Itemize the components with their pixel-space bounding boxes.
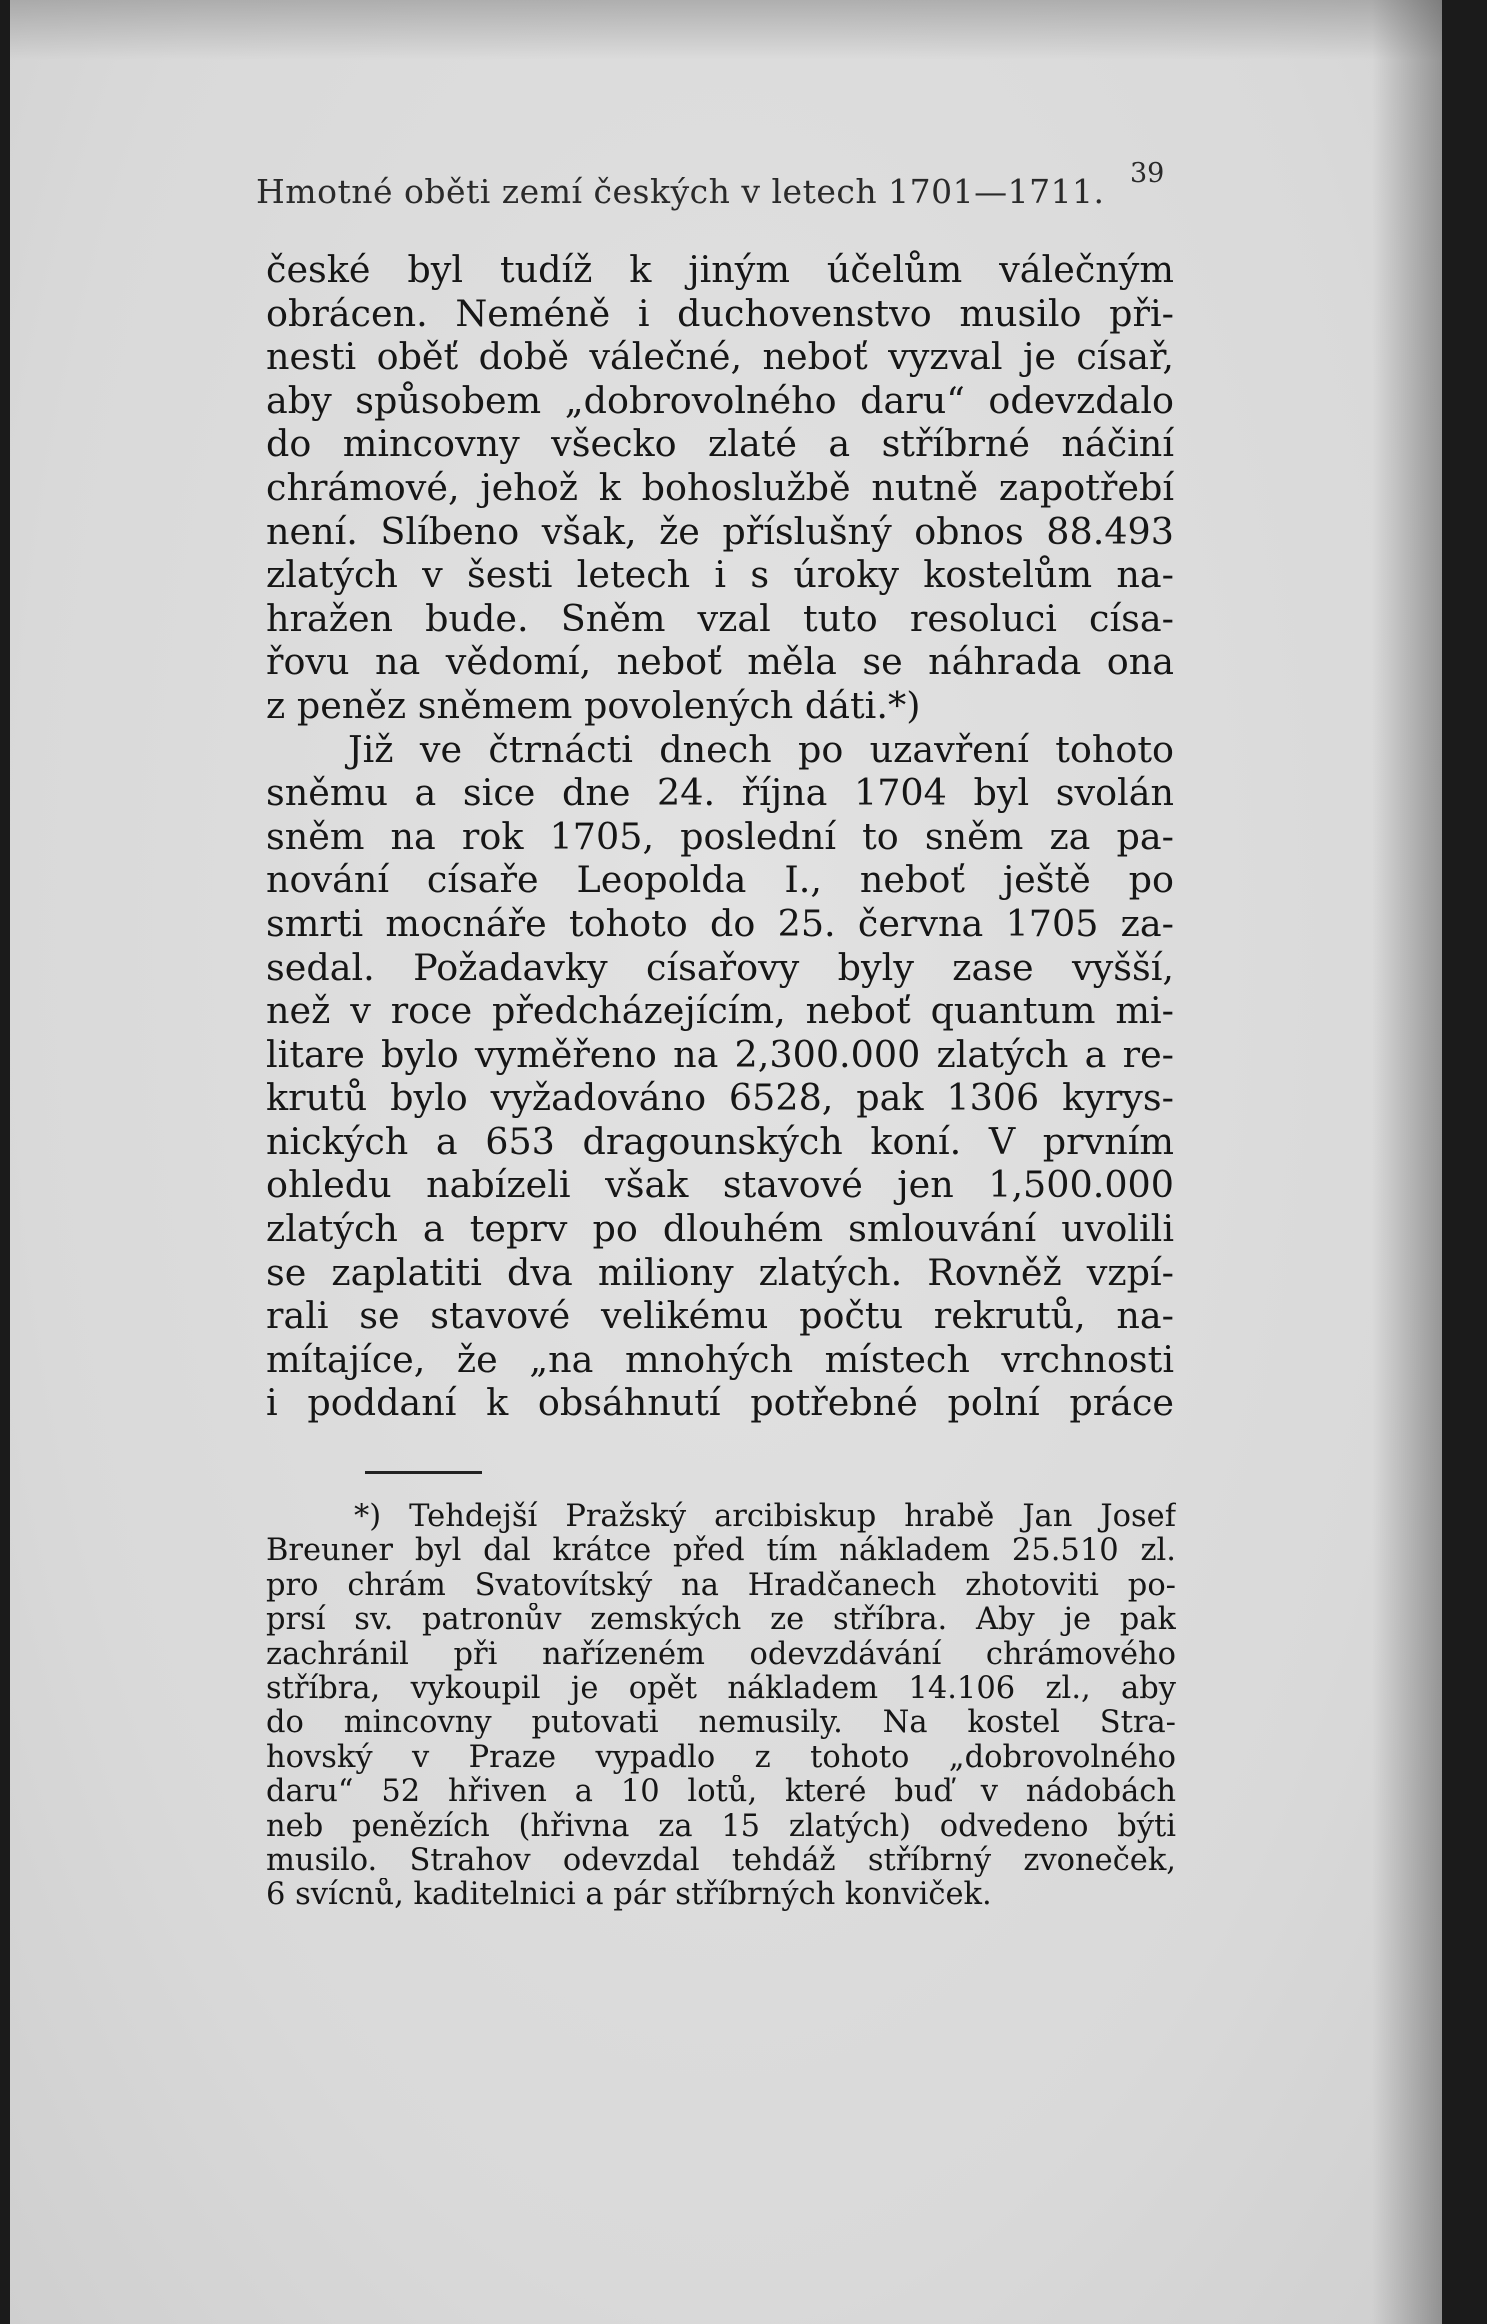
footnote-line: pro chrám Svatovítský na Hradčanech zhotoviti po- [266, 1568, 1176, 1603]
book-page [10, 0, 1442, 2324]
body-line: hražen bude. Sněm vzal tuto resoluci císa- [266, 596, 1174, 640]
body-line: rali se stavové velikému počtu rekrutů, na- [266, 1294, 1174, 1338]
body-line: zlatých a teprv po dlouhém smlouvání uvolili [266, 1207, 1174, 1251]
page-number: 39 [1130, 158, 1165, 189]
body-line: sněmu a sice dne 24. října 1704 byl svolán [266, 771, 1174, 815]
body-line: české byl tudíž k jiným účelům válečným [266, 248, 1174, 291]
body-line: nesti oběť době válečné, neboť vyzval je císař, [266, 335, 1174, 379]
body-line: sedal. Požadavky císařovy byly zase vyšší, [266, 945, 1174, 989]
body-line: nování císaře Leopolda I., neboť ještě po [266, 858, 1174, 902]
scan-shadow-right [1372, 0, 1442, 2324]
scan-shadow-top [10, 0, 1442, 60]
footnote [266, 1500, 1176, 1913]
body-line: aby spůsobem „dobrovolného daru“ odevzdalo [266, 378, 1174, 422]
body-line: i poddaní k obsáhnutí potřebné polní práce [266, 1381, 1174, 1425]
body-line: chrámové, jehož k bohoslužbě nutně zapotřebí [266, 465, 1174, 509]
body-line: se zaplatiti dva miliony zlatých. Rovněž vzpí- [266, 1250, 1174, 1294]
footnote-line: daru“ 52 hřiven a 10 lotů, které buď v nádobách [266, 1775, 1176, 1810]
body-line: mítajíce, že „na mnohých místech vrchnosti [266, 1337, 1174, 1381]
footnote-line: hovský v Praze vypadlo z tohoto „dobrovolného [266, 1740, 1176, 1775]
body-line: litare bylo vyměřeno na 2,300.000 zlatých a re- [266, 1032, 1174, 1076]
running-head: Hmotné oběti zemí českých v letech 1701—1711. [256, 172, 1105, 211]
body-line: sněm na rok 1705, poslední to sněm za pa- [266, 814, 1174, 858]
footnote-line: Breuner byl dal krátce před tím nákladem 25.510 zl. [266, 1534, 1176, 1569]
footnote-line: *) Tehdejší Pražský arcibiskup hrabě Jan Josef [354, 1500, 1176, 1534]
body-line: Již ve čtrnácti dnech po uzavření tohoto [348, 727, 1174, 771]
footnote-line: do mincovny putovati nemusily. Na kostel Stra- [266, 1706, 1176, 1741]
body-text [266, 248, 1174, 1425]
body-line: řovu na vědomí, neboť měla se náhrada ona [266, 640, 1174, 684]
body-line: není. Slíbeno však, že příslušný obnos 88.493 [266, 509, 1174, 553]
footnote-line: zachránil při nařízeném odevzdávání chrámového [266, 1637, 1176, 1672]
footnote-line: musilo. Strahov odevzdal tehdáž stříbrný zvoneček, [266, 1843, 1176, 1878]
body-line: krutů bylo vyžadováno 6528, pak 1306 kyrys- [266, 1076, 1174, 1120]
footnote-separator [365, 1471, 482, 1474]
body-line: nických a 653 dragounských koní. V prvním [266, 1119, 1174, 1163]
body-line: smrti mocnáře tohoto do 25. června 1705 za- [266, 901, 1174, 945]
footnote-line: stříbra, vykoupil je opět nákladem 14.106 zl., aby [266, 1671, 1176, 1706]
body-line: ohledu nabízeli však stavové jen 1,500.000 [266, 1163, 1174, 1207]
footnote-line: neb penězích (hřivna za 15 zlatých) odvedeno býti [266, 1809, 1176, 1844]
body-line: zlatých v šesti letech i s úroky kostelům na- [266, 553, 1174, 597]
body-line: do mincovny všecko zlaté a stříbrné náčiní [266, 422, 1174, 466]
footnote-line: prsí sv. patronův zemských ze stříbra. Aby je pak [266, 1603, 1176, 1638]
body-line: z peněz sněmem povolených dáti.*) [266, 683, 921, 727]
body-line: než v roce předcházejícím, neboť quantum mi- [266, 989, 1174, 1033]
footnote-line: 6 svícnů, kaditelnici a pár stříbrných konviček. [266, 1878, 992, 1913]
body-line: obrácen. Neméně i duchovenstvo musilo při- [266, 291, 1174, 335]
